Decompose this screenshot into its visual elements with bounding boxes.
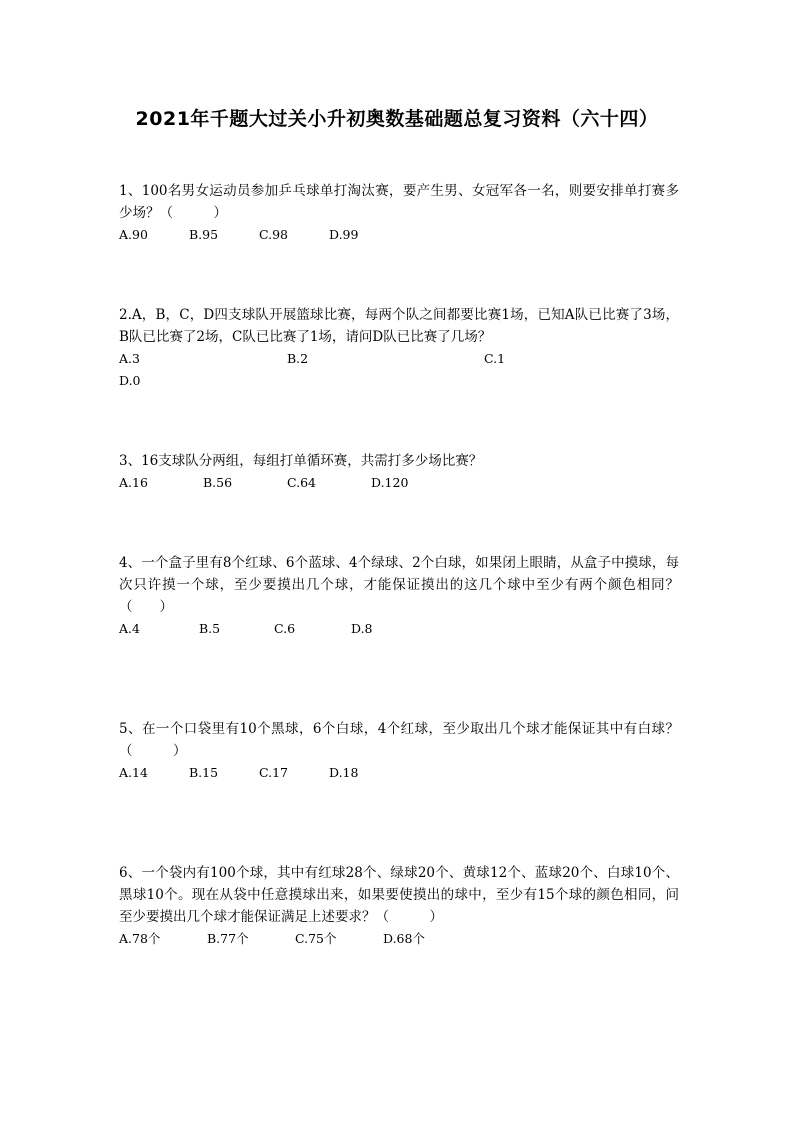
question-2 [119,304,679,392]
options-row [119,618,679,640]
question-1 [119,180,679,246]
option-d: D.18 [329,765,359,780]
option-d: D.99 [329,227,359,242]
option-b: B.2 [287,351,309,366]
question-4 [119,552,679,640]
option-d: D.8 [351,621,373,636]
question-stem: 1、100名男女运动员参加乒乓球单打淘汰赛，要产生男、女冠军各一名，则要安排单打赛多少场？（ ） [119,183,679,221]
options-row [119,224,679,246]
option-d: D.0 [119,373,141,388]
option-a: A.90 [119,227,148,242]
option-c: C.6 [274,621,296,636]
question-stem: 3、16支球队分两组，每组打单循环赛，共需打多少场比赛？ [119,453,483,469]
option-a: A.3 [119,351,140,366]
option-c: C.1 [484,351,506,366]
option-c: C.64 [287,475,316,490]
option-a: A.16 [119,475,148,490]
option-b: B.77个 [207,931,249,946]
page-title: 2021年千题大过关小升初奥数基础题总复习资料（六十四） [135,108,659,130]
option-a: A.14 [119,765,148,780]
question-stem: 4、一个盒子里有8个红球、6个蓝球、4个绿球、2个白球，如果闭上眼睛，从盒子中摸球，每次只许摸一个球，至少要摸出几个球，才能保证摸出的这几个球中至少有两个颜色相同？（ ） [119,555,679,615]
option-c: C.17 [259,765,288,780]
option-a: A.78个 [119,931,161,946]
options-row [119,472,679,494]
option-b: B.95 [189,227,219,242]
question-stem: 6、一个袋内有100个球，其中有红球28个、绿球20个、黄球12个、蓝球20个、白球10个、黑球10个。现在从袋中任意摸球出来，如果要使摸出的球中，至少有15个球的颜色相同，问至少要摸出几个球才能保证满足上述要求？（ ） [119,865,679,925]
options-row [119,762,679,784]
question-stem: 5、在一个口袋里有10个黑球，6个白球，4个红球，至少取出几个球才能保证其中有白球？（ ） [119,721,679,759]
option-c: C.75个 [295,931,337,946]
question-3 [119,450,679,494]
option-b: B.56 [203,475,233,490]
options-row [119,928,679,950]
option-c: C.98 [259,227,288,242]
option-d: D.120 [371,475,409,490]
question-6 [119,862,679,950]
option-a: A.4 [119,621,140,636]
question-stem: 2.A，B，C，D四支球队开展篮球比赛，每两个队之间都要比赛1场，已知A队已比赛了3场，B队已比赛了2场，C队已比赛了1场，请问D队已比赛了几场？ [119,307,679,345]
question-5 [119,718,679,784]
options-row [119,348,679,392]
option-d: D.68个 [383,931,425,946]
option-b: B.15 [189,765,219,780]
option-b: B.5 [199,621,221,636]
